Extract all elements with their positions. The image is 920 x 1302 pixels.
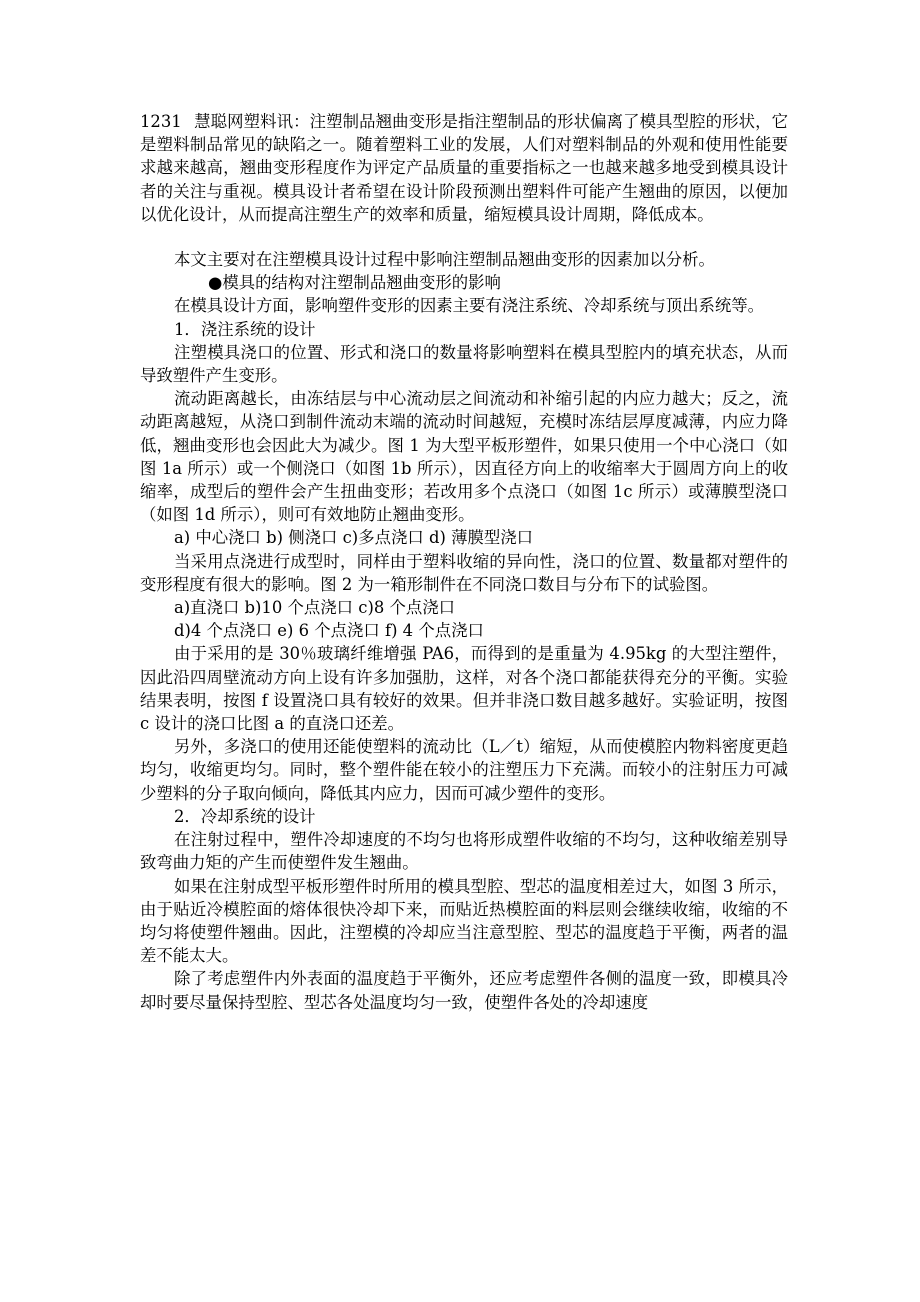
intro-text: 慧聪网塑料讯：注塑制品翘曲变形是指注塑制品的形状偏离了模具型腔的形状，它是塑料制品常见的缺陷之一。随着塑料工业的发展，人们对塑料制品的外观和使用性能要求越来越高，翘曲变形程度作为评定产品质量的重要指标之一也越来越多地受到模具设计者的关注与重视。模具设计者希望在设计阶段预测出塑料件可能产生翘曲的原因，以便加以优化设计，从而提高注塑生产的效率和质量，缩短模具设计周期，降低成本。 [140, 112, 788, 224]
section-title: 模具的结构对注塑制品翘曲变形的影响 [222, 273, 501, 293]
subsection-1-paragraph-3: 当采用点浇进行成型时，同样由于塑料收缩的异向性，浇口的位置、数量都对塑件的变形程度有很大的影响。图 2 为一箱形制件在不同浇口数目与分布下的试验图。 [140, 551, 788, 594]
figure-2-caption-line-2: d)4 个点浇口 e) 6 个点浇口 f) 4 个点浇口 [174, 621, 484, 641]
subsection-1-paragraph-5: 另外，多浇口的使用还能使塑料的流动比（L／t）缩短，从而使模腔内物料密度更趋均匀，收缩更均匀。同时，整个塑件能在较小的注塑压力下充满。而较小的注射压力可减少塑料的分子取向倾向，降低其内应力，因而可减少塑件的变形。 [140, 737, 788, 803]
subsection-2-title: 2．冷却系统的设计 [174, 806, 316, 826]
figure-2-caption-line-1: a)直浇口 b)10 个点浇口 c)8 个点浇口 [174, 598, 456, 618]
intro-number: 1231 [140, 112, 182, 131]
subsection-2-paragraph-2: 如果在注射成型平板形塑件时所用的模具型腔、型芯的温度相差过大，如图 3 所示，由于贴近冷模腔面的熔体很快冷却下来，而贴近热模腔面的料层则会继续收缩，收缩的不均匀将使塑件翘曲。因此，注塑模的冷却应当注意型腔、型芯的温度趋于平衡，两者的温差不能太大。 [140, 876, 788, 966]
subsection-1-paragraph-2: 流动距离越长，由冻结层与中心流动层之间流动和补缩引起的内应力越大；反之，流动距离越短，从浇口到制件流动末端的流动时间越短，充模时冻结层厚度减薄，内应力降低，翘曲变形也会因此大为减少。图 1 为大型平板形塑件，如果只使用一个中心浇口（如图 1a 所示）或一个侧浇口（如图 1b 所示），因直径方向上的收缩率大于圆周方向上的收缩率，成型后的塑件会产生扭曲变形；若改用多个点浇口（如图 1c 所示）或薄膜型浇口（如图 1d 所示），则可有效地防止翘曲变形。 [140, 389, 788, 525]
subsection-1-title: 1．浇注系统的设计 [174, 319, 316, 339]
document-page [140, 110, 788, 1014]
summary-paragraph: 本文主要对在注塑模具设计过程中影响注塑制品翘曲变形的因素加以分析。 [174, 250, 715, 270]
subsection-1-paragraph-1: 注塑模具浇口的位置、形式和浇口的数量将影响塑料在模具型腔内的填充状态，从而导致塑件产生变形。 [140, 342, 788, 386]
figure-1-caption: a) 中心浇口 b) 侧浇口 c)多点浇口 d) 薄膜型浇口 [174, 528, 534, 548]
intro-paragraph [140, 110, 788, 226]
subsection-2-paragraph-3: 除了考虑塑件内外表面的温度趋于平衡外，还应考虑塑件各侧的温度一致，即模具冷却时要尽量保持型腔、型芯各处温度均匀一致，使塑件各处的冷却速度 [140, 969, 788, 1012]
section-intro-paragraph: 在模具设计方面，影响塑件变形的因素主要有浇注系统、冷却系统与顶出系统等。 [174, 296, 765, 316]
bullet-icon: ● [208, 273, 223, 293]
section-heading [140, 271, 788, 294]
subsection-1-paragraph-4: 由于采用的是 30％玻璃纤维增强 PA6，而得到的是重量为 4.95kg 的大型注塑件，因此沿四周壁流动方向上设有许多加强肋，这样，对各个浇口都能获得充分的平衡。实验结果表明，按图 f 设置浇口具有较好的效果。但并非浇口数目越多越好。实验证明，按图 c 设计的浇口比图 a 的直浇口还差。 [140, 644, 788, 734]
subsection-2-paragraph-1: 在注射过程中，塑件冷却速度的不均匀也将形成塑件收缩的不均匀，这种收缩差别导致弯曲力矩的产生而使塑件发生翘曲。 [140, 830, 788, 873]
